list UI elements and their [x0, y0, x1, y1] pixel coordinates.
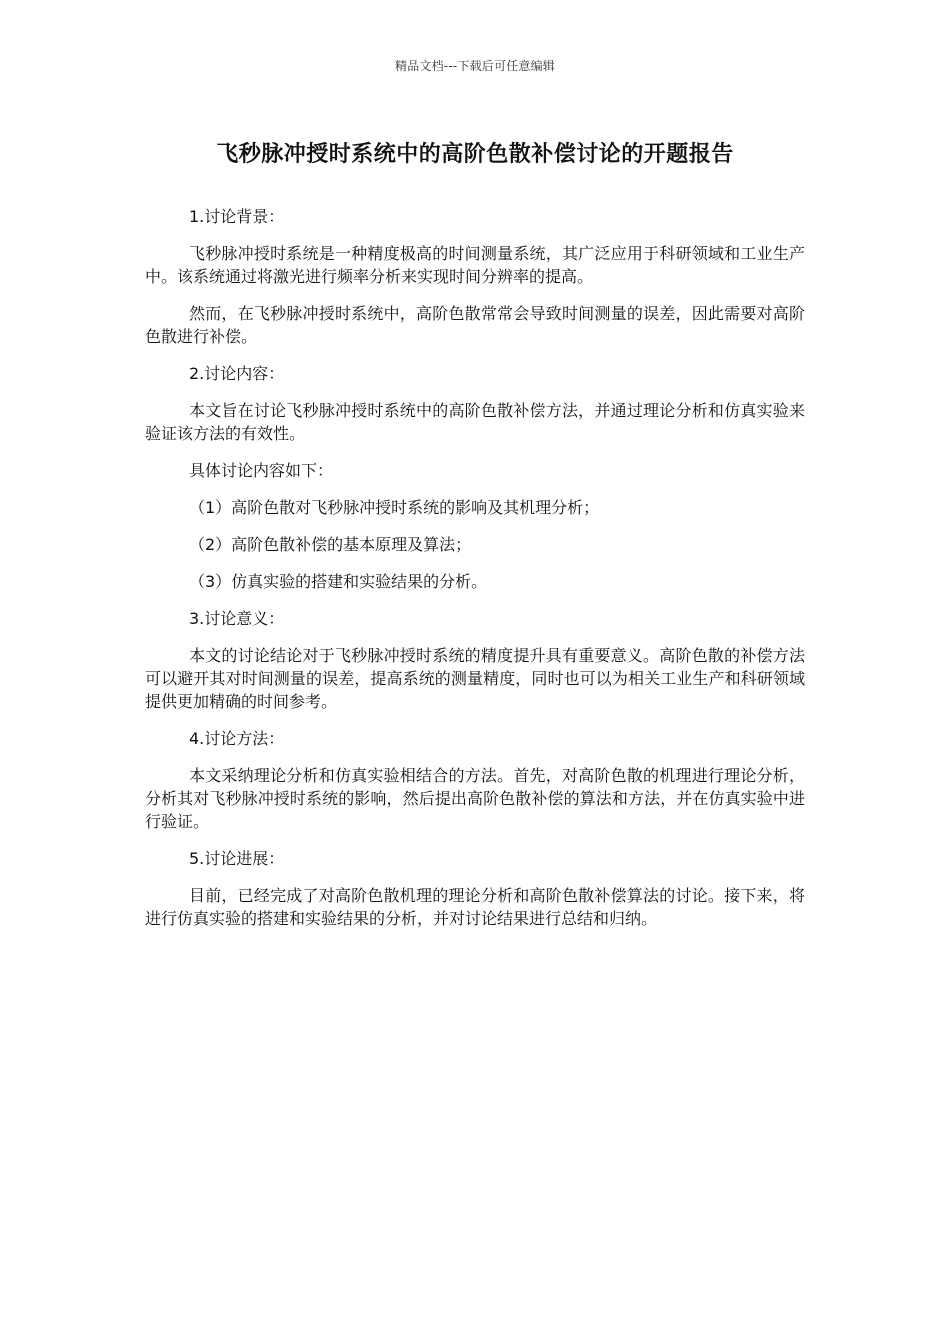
- section-heading-background: 1.讨论背景：: [189, 207, 285, 226]
- document-body: [145, 205, 805, 944]
- section-heading-content: 2.讨论内容：: [189, 364, 285, 383]
- list-item: （2）高阶色散补偿的基本原理及算法；: [189, 535, 472, 554]
- paragraph-method: 本文采纳理论分析和仿真实验相结合的方法。首先，对高阶色散的机理进行理论分析，分析其对飞秒脉冲授时系统的影响，然后提出高阶色散补偿的算法和方法，并在仿真实验中进行验证。: [145, 766, 805, 831]
- list-item: （1）高阶色散对飞秒脉冲授时系统的影响及其机理分析；: [189, 498, 600, 517]
- section-heading-significance: 3.讨论意义：: [189, 609, 285, 628]
- paragraph-background-2: 然而，在飞秒脉冲授时系统中，高阶色散常常会导致时间测量的误差，因此需要对高阶色散进行补偿。: [145, 304, 805, 346]
- paragraph-background-1: 飞秒脉冲授时系统是一种精度极高的时间测量系统，其广泛应用于科研领域和工业生产中。该系统通过将激光进行频率分析来实现时间分辨率的提高。: [145, 244, 805, 286]
- paragraph-significance: 本文的讨论结论对于飞秒脉冲授时系统的精度提升具有重要意义。高阶色散的补偿方法可以避开其对时间测量的误差，提高系统的测量精度，同时也可以为相关工业生产和科研领域提供更加精确的时间参考。: [145, 646, 805, 711]
- section-heading-progress: 5.讨论进展：: [189, 849, 285, 868]
- section-heading-method: 4.讨论方法：: [189, 729, 285, 748]
- list-item: （3）仿真实验的搭建和实验结果的分析。: [189, 572, 488, 591]
- page-title: 飞秒脉冲授时系统中的高阶色散补偿讨论的开题报告: [216, 142, 734, 167]
- paragraph-progress: 目前，已经完成了对高阶色散机理的理论分析和高阶色散补偿算法的讨论。接下来，将进行仿真实验的搭建和实验结果的分析，并对讨论结果进行总结和归纳。: [145, 886, 805, 928]
- paragraph-content-1: 本文旨在讨论飞秒脉冲授时系统中的高阶色散补偿方法，并通过理论分析和仿真实验来验证该方法的有效性。: [145, 401, 805, 443]
- paragraph-content-2: 具体讨论内容如下：: [189, 461, 334, 480]
- header-note: 精品文档---下载后可任意编辑: [395, 59, 555, 73]
